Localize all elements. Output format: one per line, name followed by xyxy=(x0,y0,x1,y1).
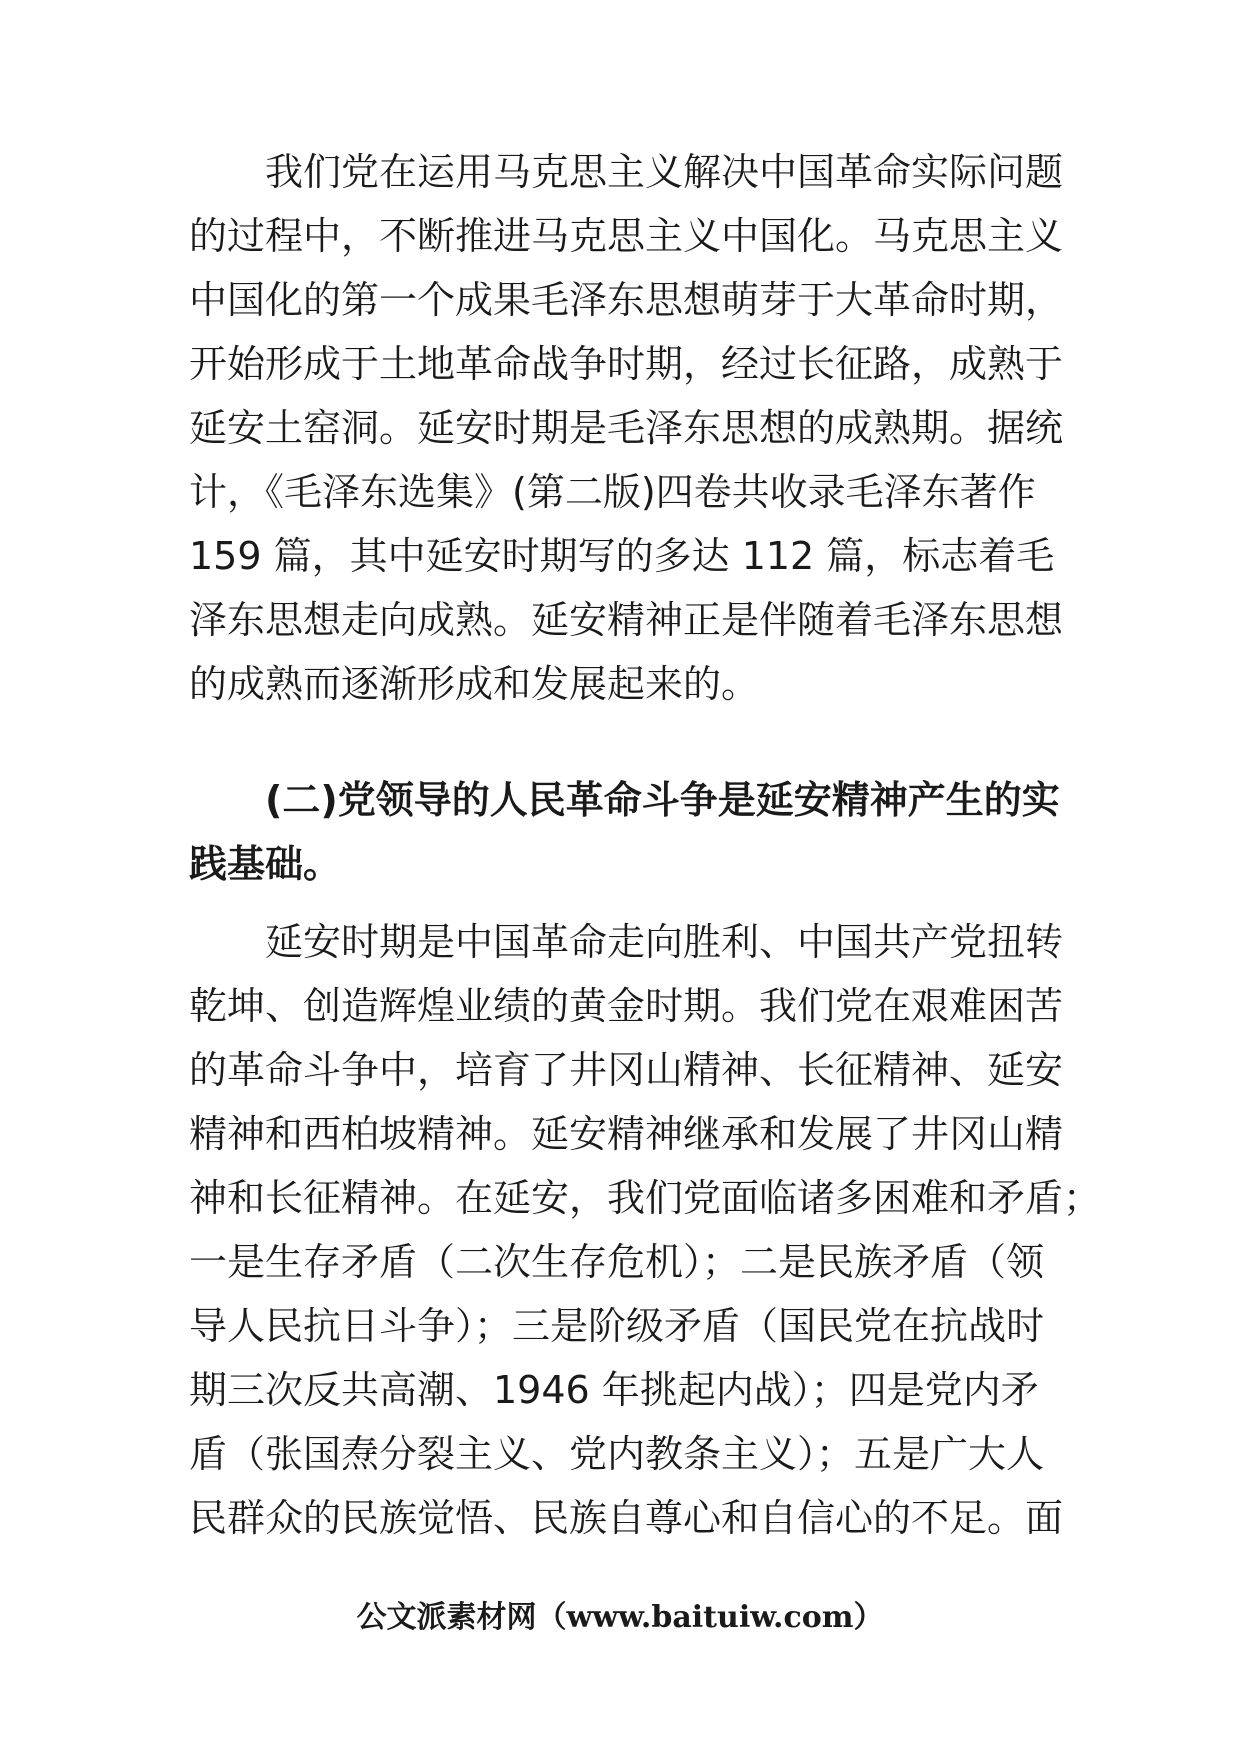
paragraph-line: 延安时期是中国革命走向胜利、中国共产党扭转 xyxy=(265,920,1064,964)
paragraph-line: 泽东思想走向成熟。延安精神正是伴随着毛泽东思想 xyxy=(189,598,1064,642)
paragraph-line: 乾坤、创造辉煌业绩的黄金时期。我们党在艰难困苦 xyxy=(189,984,1064,1028)
paragraph-line: 延安土窑洞。延安时期是毛泽东思想的成熟期。据统 xyxy=(189,406,1064,450)
paragraph-line: 盾（张国焘分裂主义、党内教条主义）；五是广大人 xyxy=(189,1432,1045,1476)
paragraph-line: 一是生存矛盾（二次生存危机）；二是民族矛盾（领 xyxy=(189,1240,1045,1284)
paragraph-2 xyxy=(189,910,1102,1550)
paragraph-line: 精神和西柏坡精神。延安精神继承和发展了井冈山精 xyxy=(189,1112,1064,1156)
heading-line: (二)党领导的人民革命斗争是延安精神产生的实 xyxy=(265,778,1060,822)
paragraph-line: 我们党在运用马克思主义解决中国革命实际问题 xyxy=(265,150,1064,194)
paragraph-line: 民群众的民族觉悟、民族自尊心和自信心的不足。面 xyxy=(189,1496,1064,1540)
paragraph-line: 159 篇，其中延安时期写的多达 112 篇，标志着毛 xyxy=(189,534,1055,578)
paragraph-line: 的过程中，不断推进马克思主义中国化。马克思主义 xyxy=(189,214,1064,258)
paragraph-line: 计，《毛泽东选集》(第二版)四卷共收录毛泽东著作 xyxy=(189,470,1036,514)
paragraph-1 xyxy=(189,140,1069,716)
paragraph-line: 神和长征精神。在延安，我们党面临诸多困难和矛盾； xyxy=(189,1176,1102,1220)
paragraph-line: 期三次反共高潮、1946 年挑起内战）；四是党内矛 xyxy=(189,1368,1039,1412)
paragraph-line: 的革命斗争中，培育了井冈山精神、长征精神、延安 xyxy=(189,1048,1064,1092)
paragraph-line: 开始形成于土地革命战争时期，经过长征路，成熟于 xyxy=(189,342,1064,386)
paragraph-line: 中国化的第一个成果毛泽东思想萌芽于大革命时期， xyxy=(189,278,1064,322)
footer-source-text: 公文派素材网（www.baituiw.com） xyxy=(356,1600,884,1635)
paragraph-line: 的成熟而逐渐形成和发展起来的。 xyxy=(189,662,760,706)
paragraph-line: 导人民抗日斗争）；三是阶级矛盾（国民党在抗战时 xyxy=(189,1304,1045,1348)
section-heading xyxy=(189,768,1069,896)
heading-line: 践基础。 xyxy=(189,842,342,886)
